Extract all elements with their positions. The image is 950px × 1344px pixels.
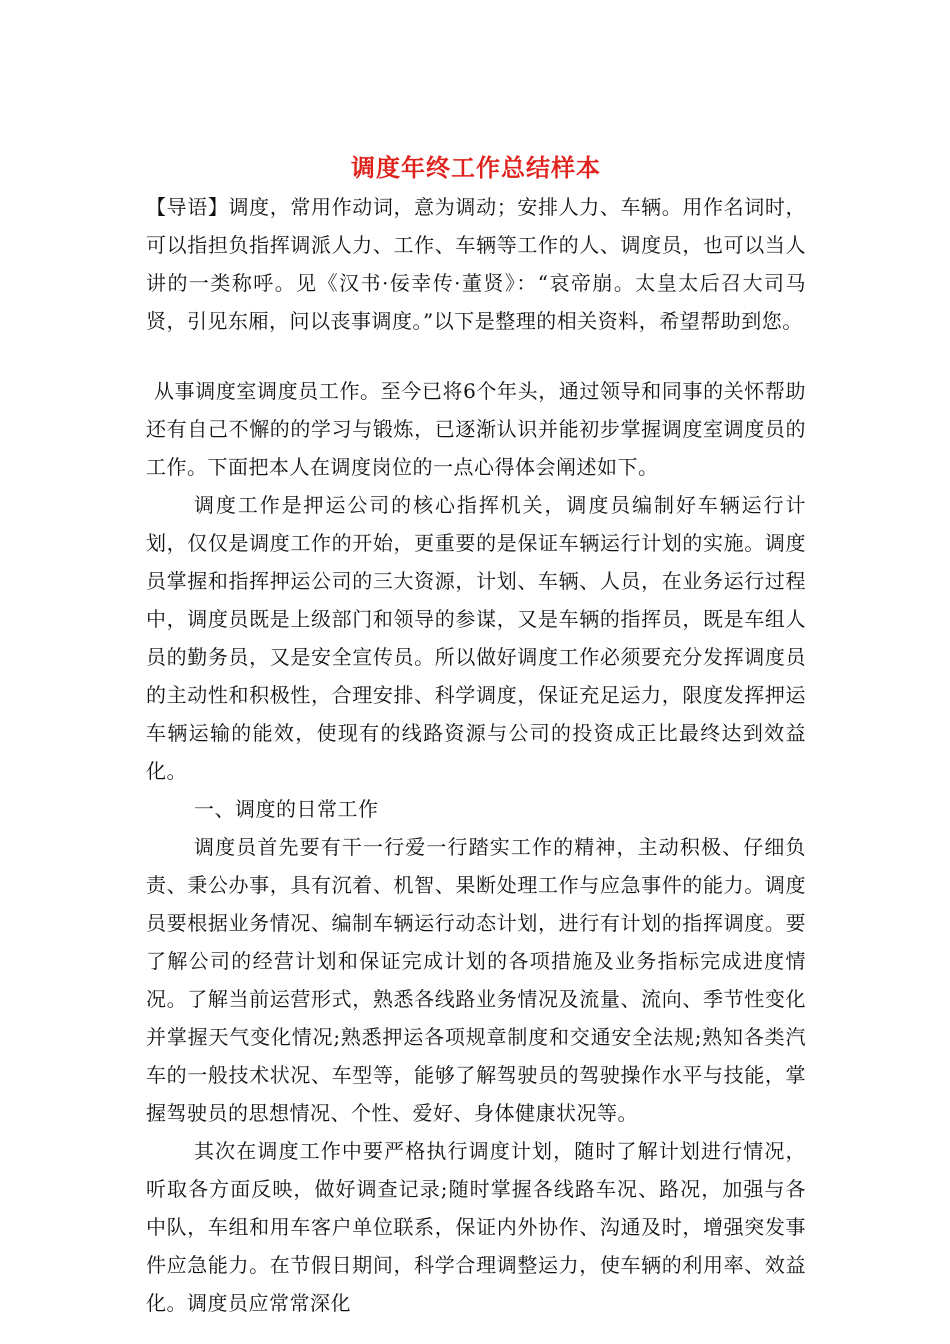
body-paragraph-2: 调度工作是押运公司的核心指挥机关，调度员编制好车辆运行计划，仅仅是调度工作的开始，更重要的是保证车辆运行计划的实施。调度员掌握和指挥押运公司的三大资源，计划、车辆、人员，在业务运行过程中，调度员既是上级部门和领导的参谋，又是车辆的指挥员，既是车组人员的勤务员，又是安全宣传员。所以做好调度工作必须要充分发挥调度员的主动性和积极性，合理安排、科学调度，保证充足运力，限度发挥押运车辆运输的能效，使现有的线路资源与公司的投资成正比最终达到效益化。: [146, 493, 806, 783]
document-page: [146, 148, 806, 1322]
body-paragraph-4: 其次在调度工作中要严格执行调度计划，随时了解计划进行情况，听取各方面反映，做好调查记录;随时掌握各线路车况、路况，加强与各中队，车组和用车客户单位联系，保证内外协作、沟通及时，增强突发事件应急能力。在节假日期间，科学合理调整运力，使车辆的利用率、效益化。调度员应常常深化: [146, 1139, 806, 1315]
section-heading-daily-work: 一、调度的日常工作: [194, 797, 379, 821]
paragraph-gap: [146, 340, 806, 372]
body-paragraph-3: 调度员首先要有干一行爱一行踏实工作的精神，主动积极、仔细负责、秉公办事，具有沉着、机智、果断处理工作与应急事件的能力。调度员要根据业务情况、编制车辆运行动态计划，进行有计划的指挥调度。要了解公司的经营计划和保证完成计划的各项措施及业务指标完成进度情况。了解当前运营形式，熟悉各线路业务情况及流量、流向、季节性变化并掌握天气变化情况;熟悉押运各项规章制度和交通安全法规;熟知各类汽车的一般技术状况、车型等，能够了解驾驶员的驾驶操作水平与技能，掌握驾驶员的思想情况、个性、爱好、身体健康状况等。: [146, 835, 806, 1125]
body-paragraph-1: 从事调度室调度员工作。至今已将6个年头，通过领导和同事的关怀帮助还有自己不懈的的学习与锻炼，已逐渐认识并能初步掌握调度室调度员的工作。下面把本人在调度岗位的一点心得体会阐述如下。: [146, 379, 806, 479]
document-title: 调度年终工作总结样本: [351, 153, 601, 182]
lead-paragraph: 【导语】调度，常用作动词，意为调动；安排人力、车辆。用作名词时，可以指担负指挥调派人力、工作、车辆等工作的人、调度员，也可以当人讲的一类称呼。见《汉书·佞幸传·董贤》：“哀帝崩。太皇太后召大司马贤，引见东厢，问以丧事调度。”以下是整理的相关资料，希望帮助到您。: [146, 195, 806, 333]
